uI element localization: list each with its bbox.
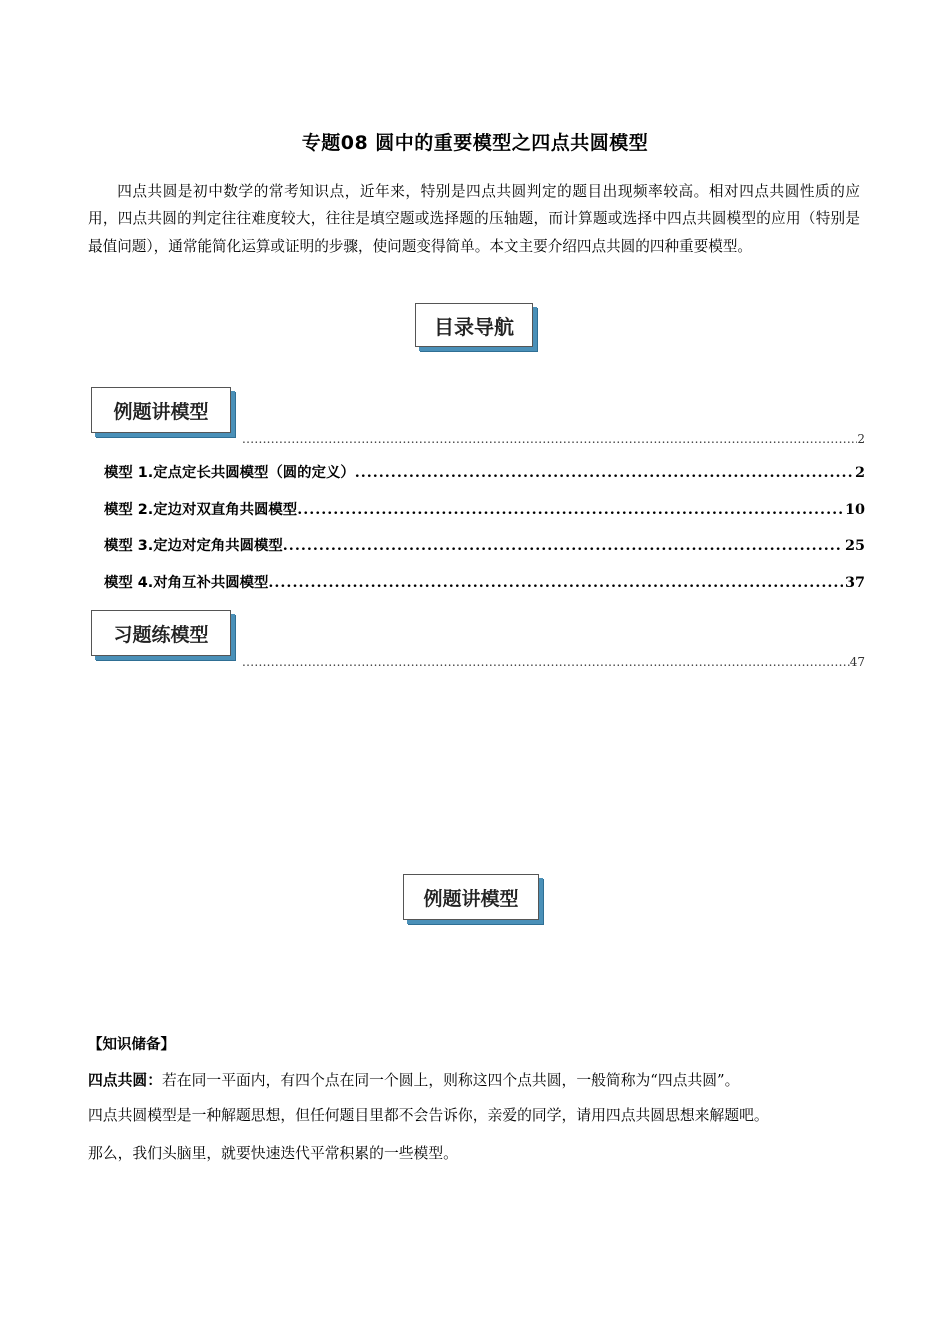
paragraph-2: 四点共圆模型是一种解题思想，但任何题目里都不会告诉你，亲爱的同学，请用四点共圆思想来解题吧。 [88,1107,769,1124]
toc-entry-model-4[interactable] [104,571,865,592]
toc-entry-label: 模型 1.定点定长共圆模型（圆的定义） [104,465,355,481]
toc-nav-heading-box [415,303,533,347]
definition-term: 四点共圆： [88,1072,162,1089]
example-heading-box [91,387,231,433]
intro-paragraph: 四点共圆是初中数学的常考知识点，近年来，特别是四点共圆判定的题目出现频率较高。相对四点共圆性质的应用，四点共圆的判定往往难度较大，往往是填空题或选择题的压轴题，而计算题或选择中四点共圆模型的应用（特别是最值问题），通常能简化运算或证明的步骤，使问题变得简单。本文主要介绍四点共圆的四种重要模型。 [88,183,860,255]
toc-entry-exercises[interactable] [242,655,865,669]
toc-leader-dots [283,537,843,554]
toc-entry-model-1[interactable] [104,461,865,482]
toc-entry-label: 模型 2.定边对双直角共圆模型 [104,502,298,518]
knowledge-heading: 【知识储备】 [88,1037,175,1053]
exercise-heading: 习题练模型 [113,623,209,646]
definition-text: 若在同一平面内，有四个点在同一个圆上，则称这四个点共圆，一般简称为“四点共圆”。 [162,1072,740,1089]
toc-page-number: 47 [849,655,865,669]
exercise-heading-box [91,610,231,656]
toc-leader-dots [297,501,843,518]
toc-page-number: 2 [857,432,865,446]
toc-entry-model-2[interactable] [104,498,865,519]
definition-paragraph [88,1069,878,1090]
toc-page-number: 2 [854,464,865,481]
toc-leader-dots [242,432,857,446]
section-heading: 例题讲模型 [423,887,519,910]
toc-leader-dots [242,655,850,669]
toc-leader-dots [268,574,843,591]
section-heading-box [403,874,539,920]
toc-page-number: 25 [844,537,865,554]
paragraph-3: 那么，我们头脑里，就要快速迭代平常积累的一些模型。 [88,1145,458,1162]
toc-entry-model-3[interactable] [104,534,865,555]
toc-nav-heading: 目录导航 [434,314,514,339]
toc-page-number: 37 [844,574,865,591]
toc-entry-label: 模型 4.对角互补共圆模型 [104,575,269,591]
example-heading: 例题讲模型 [113,400,209,423]
toc-entry-label: 模型 3.定边对定角共圆模型 [104,538,283,554]
toc-page-number: 10 [844,501,865,518]
page-title: 专题08 圆中的重要模型之四点共圆模型 [301,132,649,154]
toc-leader-dots [355,464,853,481]
toc-entry-examples[interactable] [242,432,865,446]
